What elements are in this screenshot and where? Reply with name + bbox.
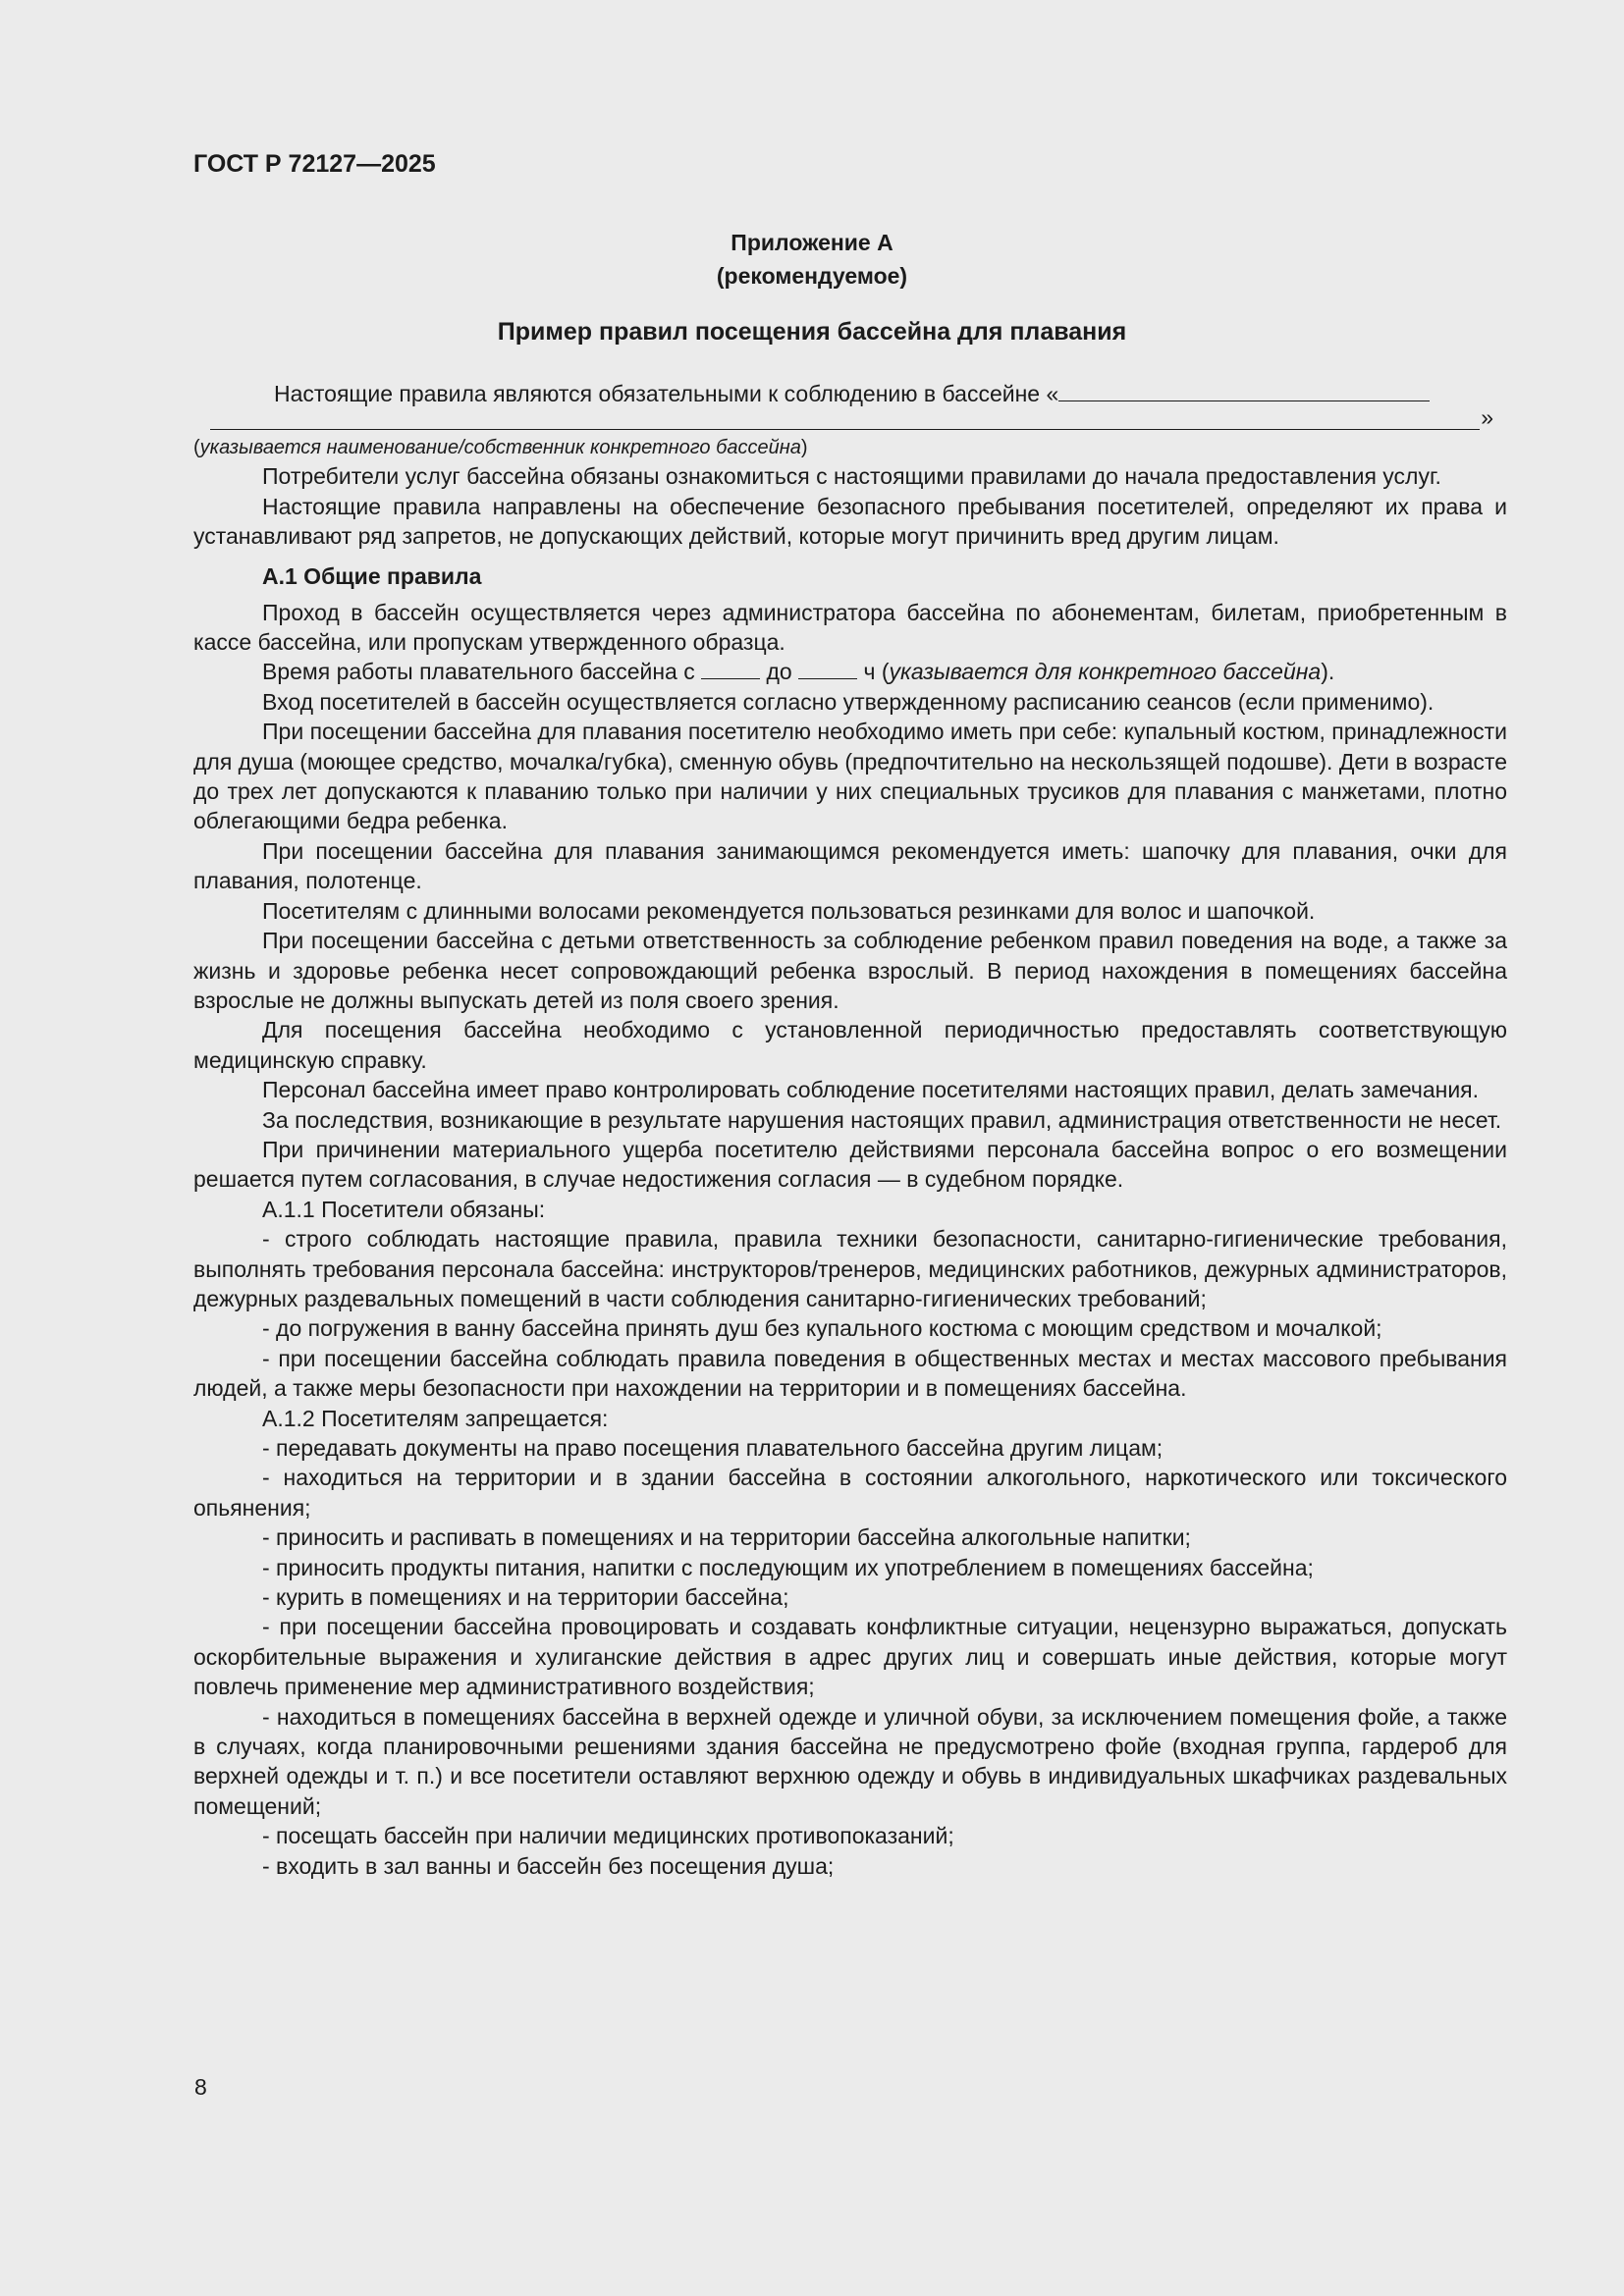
document-body xyxy=(193,379,1507,1881)
paragraph-schedule: Вход посетителей в бассейн осуществляется согласно утвержденному расписанию сеансов (если применимо). xyxy=(262,688,1435,715)
hours-close: ). xyxy=(1321,659,1335,685)
list-item: - находиться в помещениях бассейна в верхней одежде и уличной обуви, за исключением помещения фойе, а также в случаях, когда планировочными решениями здания бассейна не предусмотрено фойе (входная группа, гардероб для верхней одежды и т. п.) и все посетители оставляют верхнюю одежду и обувь в индивидуальных шкафчиках раздевальных помещений; xyxy=(193,1703,1507,1819)
name-blank xyxy=(1058,381,1430,401)
section-heading-a1: А.1 Общие правила xyxy=(262,562,482,589)
hours-from-blank xyxy=(701,659,760,679)
fill-rule xyxy=(210,429,1480,430)
list-item: - приносить и распивать в помещениях и на территории бассейна алкогольные напитки; xyxy=(262,1524,1191,1551)
list-item: - при посещении бассейна соблюдать правила поведения в общественных местах и местах массового пребывания людей, а также меры безопасности при нахождении на территории и в помещениях бассейна. xyxy=(193,1345,1507,1402)
page-number: 8 xyxy=(194,2074,207,2100)
intro-hint: (указывается наименование/собственник конкретного бассейна) xyxy=(193,437,808,459)
list-item: - строго соблюдать настоящие правила, правила техники безопасности, санитарно-гигиенические требования, выполнять требования персонала бассейна: инструкторов/тренеров, медицинских работников, дежурных администраторов, дежурных раздевальных помещений в части соблюдения санитарно-гигиенических требований; xyxy=(193,1226,1507,1311)
list-item: - до погружения в ванну бассейна принять душ без купального костюма с моющим средством и мочалкой; xyxy=(262,1315,1382,1342)
list-item: - находиться на территории и в здании бассейна в состоянии алкогольного, наркотического или токсического опьянения; xyxy=(193,1465,1507,1521)
paragraph-staff-rights: Персонал бассейна имеет право контролировать соблюдение посетителями настоящих правил, делать замечания. xyxy=(262,1077,1480,1103)
list-item: - входить в зал ванны и бассейн без посещения душа; xyxy=(262,1852,835,1879)
annex-label: Приложение А xyxy=(731,230,893,255)
paragraph-obligation: Потребители услуг бассейна обязаны ознакомиться с настоящими правилами до начала предоставления услуг. xyxy=(262,463,1441,490)
list-item: - курить в помещениях и на территории бассейна; xyxy=(262,1584,789,1611)
paragraph-children: При посещении бассейна с детьми ответственность за соблюдение ребенком правил поведения на воде, а также за жизнь и здоровье ребенка несет сопровождающий ребенка взрослый. В период нахождения в помещениях бассейна взрослые не должны выпускать детей из поля своего зрения. xyxy=(193,928,1507,1013)
paragraph-recommended: При посещении бассейна для плавания занимающимся рекомендуется иметь: шапочку для плавания, очки для плавания, полотенце. xyxy=(193,837,1507,894)
document-title: Пример правил посещения бассейна для плавания xyxy=(497,318,1127,346)
paragraph-equipment: При посещении бассейна для плавания посетителю необходимо иметь при себе: купальный костюм, принадлежности для душа (моющее средство, мочалка/губка), сменную обувь (предпочтительно на нескользящей подошве). Дети в возрасте до трех лет допускаются к плаванию только при наличии у них специальных трусиков для плавания с манжетами, плотно облегающими бедра ребенка. xyxy=(193,719,1507,834)
close-quote: » xyxy=(1481,404,1493,431)
intro-text: Настоящие правила являются обязательными к соблюдению в бассейне « xyxy=(274,381,1059,406)
hours-unit: ч ( xyxy=(863,659,890,685)
list-item: - при посещении бассейна провоцировать и создавать конфликтные ситуации, нецензурно выражаться, допускать оскорбительные выражения и хулиганские действия в адрес других лиц и совершать иные действия, которые могут повлечь применение мер административного воздействия; xyxy=(193,1614,1507,1700)
list-item: - приносить продукты питания, напитки с последующим их употреблением в помещениях бассейна; xyxy=(262,1554,1314,1580)
hours-text: Время работы плавательного бассейна с xyxy=(262,659,695,685)
subsection-heading-a11: А.1.1 Посетители обязаны: xyxy=(262,1196,546,1222)
hours-to-blank xyxy=(798,659,857,679)
name-fill-line xyxy=(193,404,1507,434)
document-id: ГОСТ Р 72127—2025 xyxy=(193,150,436,178)
hours-note: указывается для конкретного бассейна xyxy=(889,659,1322,685)
paragraph-purpose: Настоящие правила направлены на обеспечение безопасного пребывания посетителей, определяют их права и устанавливают ряд запретов, не допускающих действий, которые могут причинить вред другим лицам. xyxy=(193,493,1507,550)
paragraph-hours xyxy=(193,657,1507,686)
annex-status: (рекомендуемое) xyxy=(716,263,908,289)
intro-hint-text: указывается наименование/собственник конкретного бассейна xyxy=(199,437,801,459)
paragraph-medical-certificate: Для посещения бассейна необходимо с установленной периодичностью предоставлять соответствующую медицинскую справку. xyxy=(193,1017,1507,1073)
subsection-heading-a12: А.1.2 Посетителям запрещается: xyxy=(262,1405,609,1431)
hours-to-text: до xyxy=(766,659,792,685)
paragraph-entry: Проход в бассейн осуществляется через администратора бассейна по абонементам, билетам, приобретенным в кассе бассейна, или пропускам утвержденного образца. xyxy=(193,599,1507,656)
list-item: - посещать бассейн при наличии медицинских противопоказаний; xyxy=(262,1823,954,1849)
annex-heading xyxy=(0,226,1624,293)
paragraph-liability: За последствия, возникающие в результате нарушения настоящих правил, администрация ответственности не несет. xyxy=(262,1106,1502,1133)
paragraph-long-hair: Посетителям с длинными волосами рекомендуется пользоваться резинками для волос и шапочкой. xyxy=(262,897,1316,924)
paragraph-damage: При причинении материального ущерба посетителю действиями персонала бассейна вопрос о его возмещении решается путем согласования, в случае недостижения согласия — в судебном порядке. xyxy=(193,1136,1507,1193)
list-item: - передавать документы на право посещения плавательного бассейна другим лицам; xyxy=(262,1435,1164,1461)
intro-line xyxy=(193,379,1507,408)
